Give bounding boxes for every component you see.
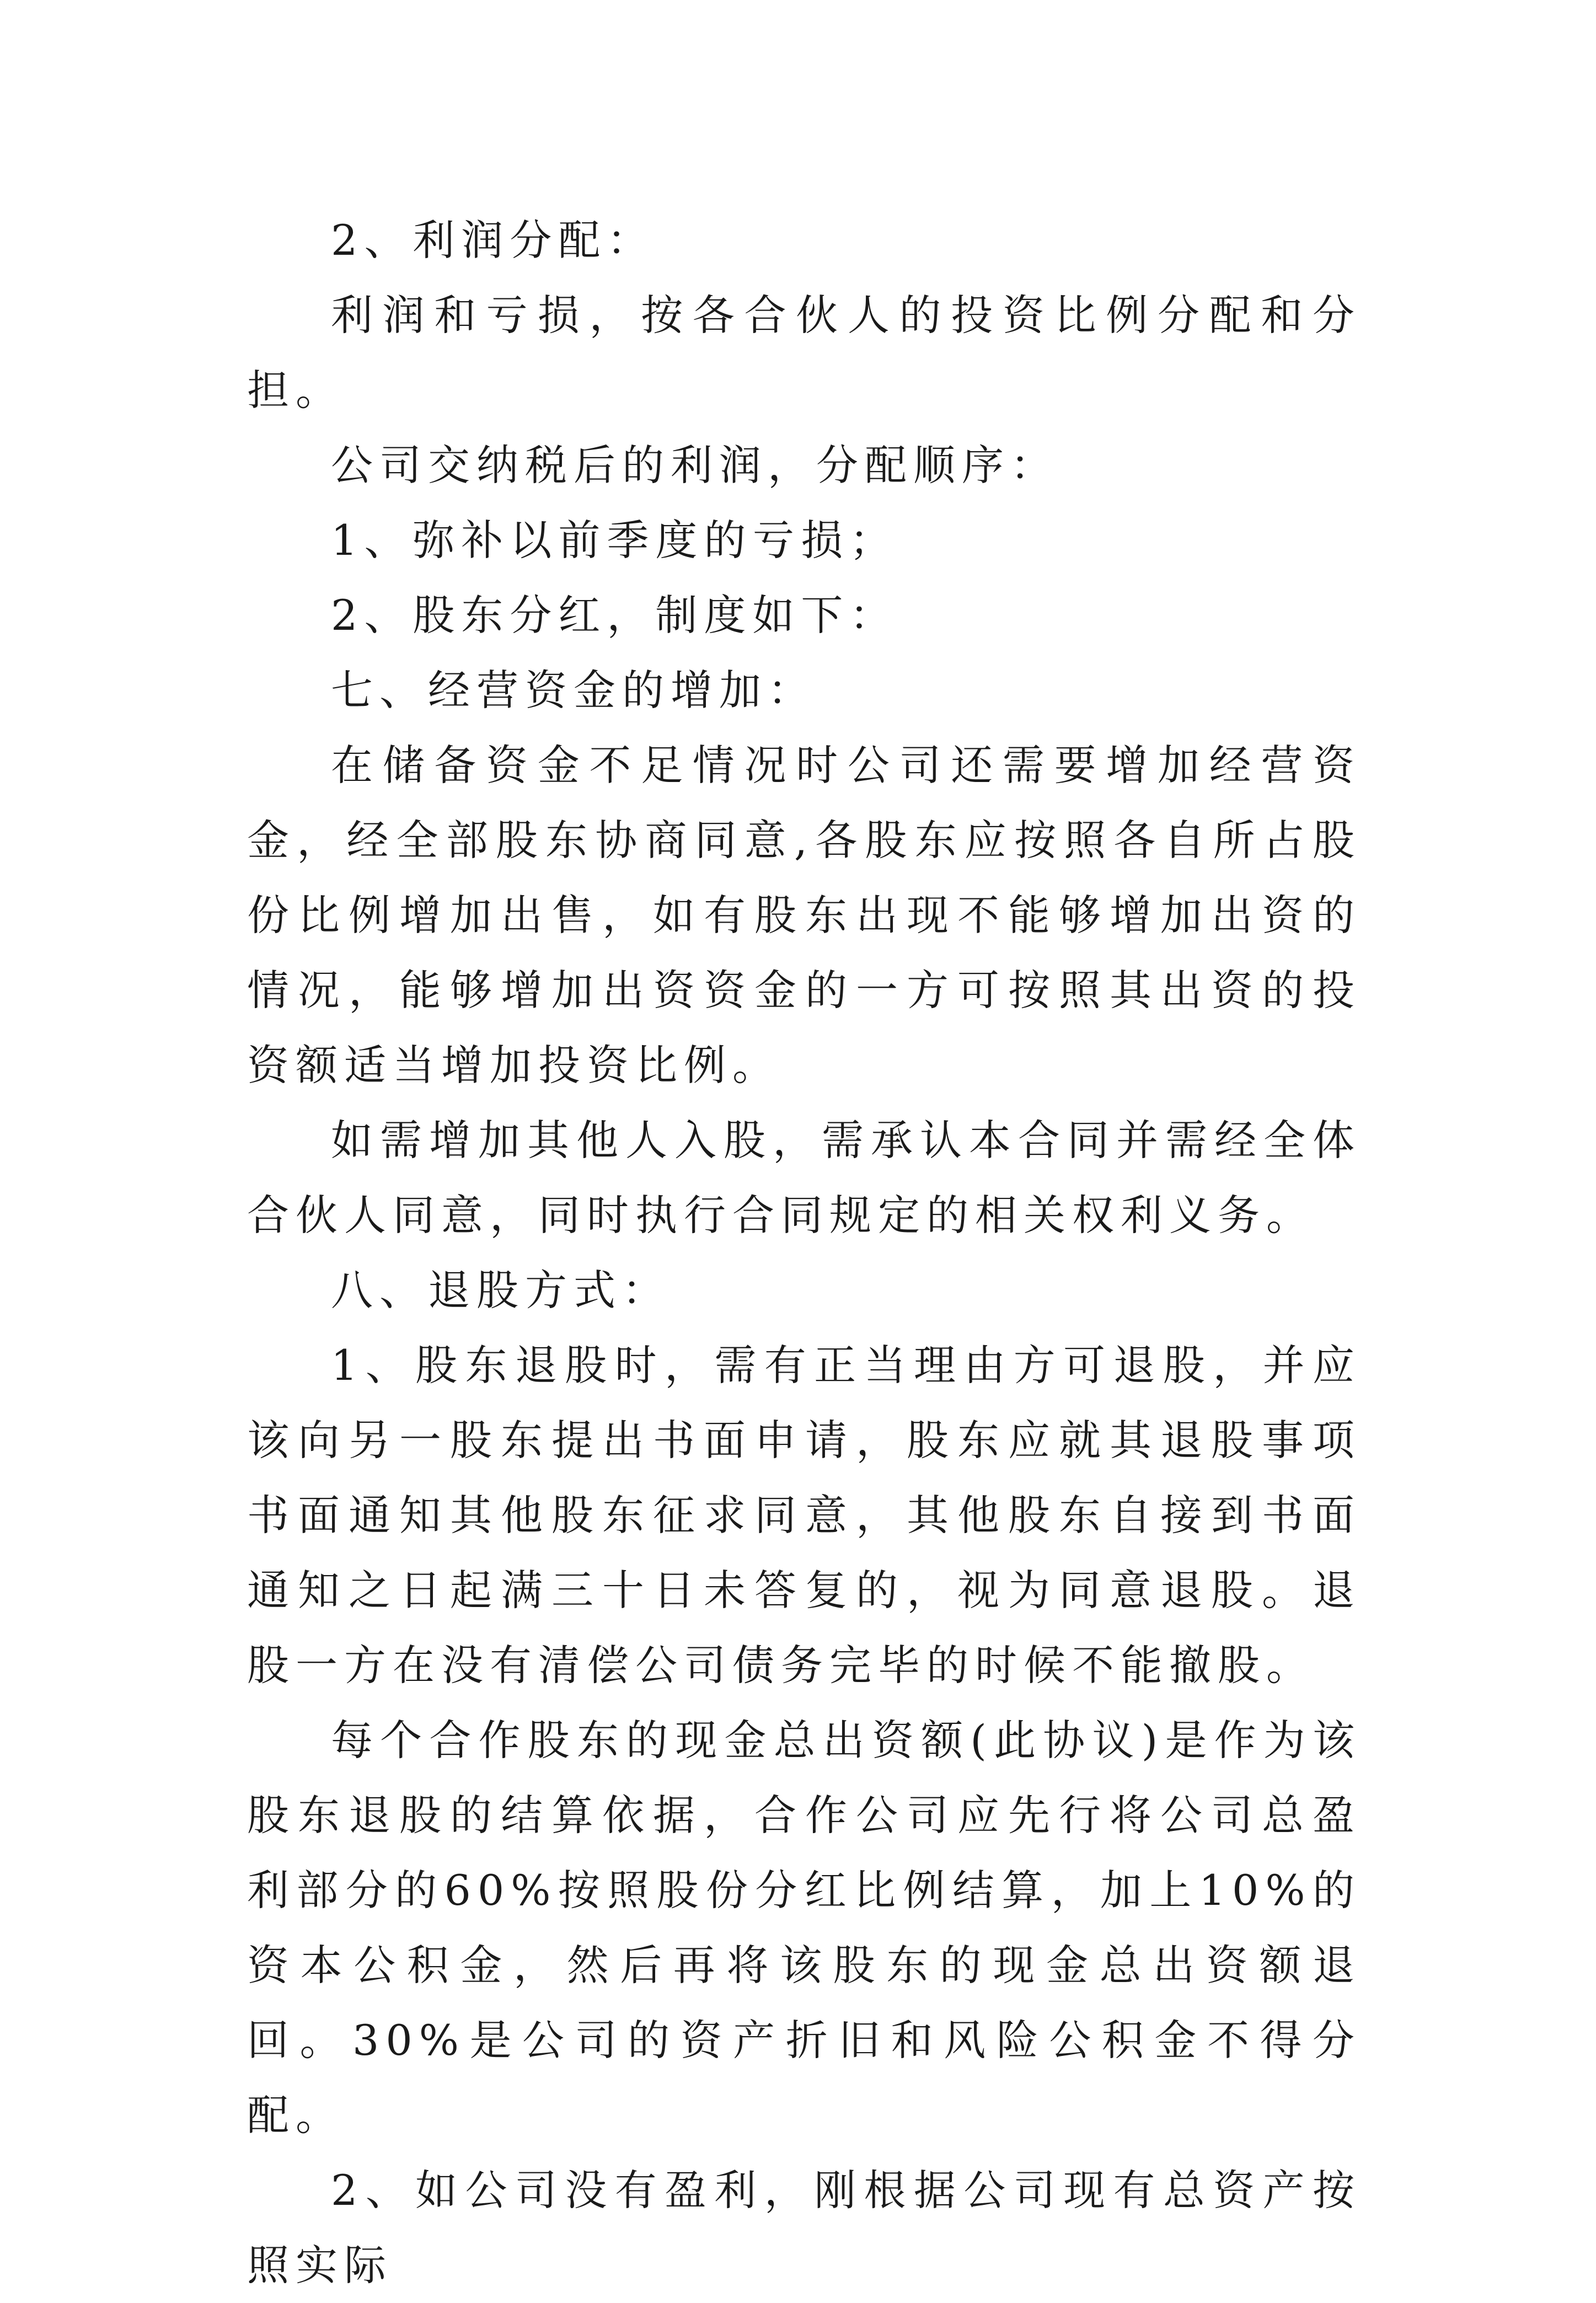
paragraph-dividends: 2、股东分红，制度如下：: [331, 591, 898, 640]
paragraph-profit-loss-sharing: 利润和亏损，按各合伙人的投资比例分配和分担。: [247, 291, 1361, 415]
paragraph-no-profit-case: 2、如公司没有盈利，刚根据公司现有总资产按照实际: [247, 2166, 1361, 2290]
paragraph-profit-distribution-heading: 2、利润分配：: [331, 216, 656, 265]
section-heading-withdrawal: 八、退股方式：: [331, 1266, 671, 1315]
paragraph-capital-increase: 在储备资金不足情况时公司还需要增加经营资金，经全部股东协商同意,各股东应按照各自所占股份比例增加出售，如有股东出现不能够增加出资的情况，能够增加出资资金的一方可按照其出资的投资额适当增加投资比例。: [247, 741, 1361, 1090]
paragraph-withdrawal-procedure: 1、股东退股时，需有正当理由方可退股，并应该向另一股东提出书面申请，股东应就其退股事项书面通知其他股东征求同意，其他股东自接到书面通知之日起满三十日未答复的，视为同意退股。退股一方在没有清偿公司债务完毕的时候不能撤股。: [247, 1341, 1361, 1690]
paragraph-settlement-basis: 每个合作股东的现金总出资额(此协议)是作为该股东退股的结算依据，合作公司应先行将公司总盈利部分的60%按照股份分红比例结算，加上10%的资本公积金，然后再将该股东的现金总出资额退回。30%是公司的资产折旧和风险公积金不得分配。: [247, 1716, 1361, 2140]
paragraph-make-up-losses: 1、弥补以前季度的亏损；: [331, 516, 898, 565]
document-body: [247, 203, 1361, 2303]
paragraph-new-shareholders: 如需增加其他人入股，需承认本合同并需经全体合伙人同意，同时执行合同规定的相关权利义务。: [247, 1116, 1361, 1240]
paragraph-distribution-order: 公司交纳税后的利润，分配顺序：: [331, 441, 1059, 490]
section-heading-capital-increase: 七、经营资金的增加：: [331, 666, 816, 715]
